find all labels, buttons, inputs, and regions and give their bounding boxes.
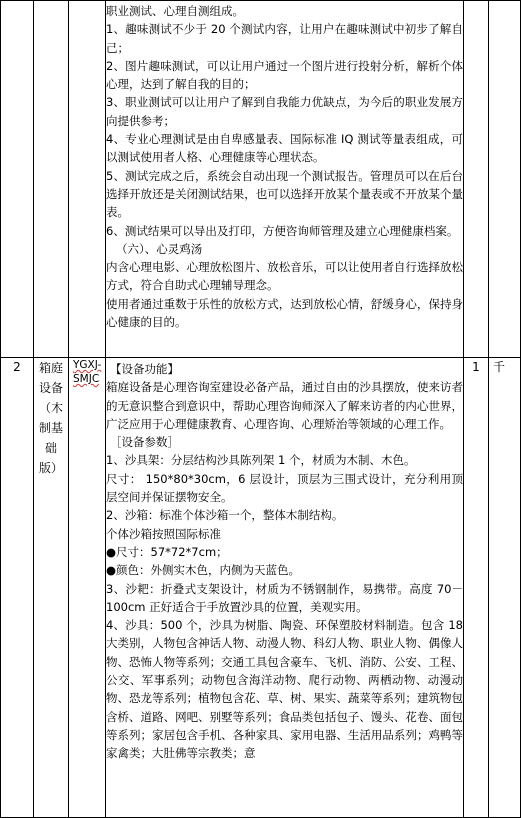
- cut-off-text: 千: [493, 360, 506, 374]
- item-number: 2: [13, 360, 21, 374]
- desc-line: 使用者通过重数于乐性的放松方式，达到放松心情，舒缓身心，保持身心健康的目的。: [106, 296, 463, 330]
- item-quantity: 1: [472, 360, 480, 374]
- desc-line: 1、沙具架：分层结构沙具陈列架 1 个，材质为木制、木色。: [106, 453, 416, 468]
- table-row: [1, 1, 521, 358]
- desc-line: ●尺寸：57*72*7cm；: [106, 544, 228, 559]
- desc-line: 4、专业心理测试是由自卑感量表、国际标准 IQ 测试等量表组成，可以测试使用者人格、心理健康等心理状态。: [106, 132, 463, 165]
- table-row: [1, 358, 521, 818]
- row1-name-cell: [34, 1, 69, 358]
- row2-extra-cell: [489, 358, 521, 818]
- desc-line: 3、职业测试可以让用户了解到自我能力优缺点，为今后的职业发展方向提供参考；: [106, 95, 463, 128]
- section-heading: （六）、心灵鸡汤: [116, 241, 203, 256]
- section-heading: 【设备功能】: [110, 362, 179, 376]
- row2-quantity-cell: [464, 358, 489, 818]
- desc-line: 3、沙耙：折叠式支架设计，材质为不锈钢制作，易携带。高度 70－100cm 正好适合于手放置沙具的位置，美观实用。: [106, 581, 463, 614]
- row2-model-cell: [69, 358, 106, 818]
- desc-line: 尺寸： 150*80*30cm，6 层设计，顶层为三围式设计，充分利用顶层空间并保证摆物安全。: [106, 471, 463, 505]
- desc-line: ●颜色：外侧实木色，内侧为天蓝色。: [106, 563, 301, 578]
- desc-line: 箱庭设备是心理咨询室建设必备产品，通过自由的沙具摆放，使来访者的无意识整合到意识中，帮助心理咨询师深入了解来访者的内心世界，广泛应用于心理健康教育、心理咨询、心理矫治等领域的心理工作。: [106, 380, 463, 431]
- row2-description-cell: [106, 358, 464, 818]
- desc-line: 1、趣味测试不少于 20 个测试内容，让用户在趣味测试中初步了解自己；: [106, 22, 463, 55]
- desc-line: 内含心理电影、心理放松图片、放松音乐，可以让使用者自行选择放松方式，符合自助式心理辅导理念。: [106, 260, 463, 293]
- desc-line: 6、测试结果可以导出及打印，方便咨询师管理及建立心理健康档案。: [106, 223, 459, 238]
- desc-line: 职业测试、心理自测组成。: [106, 4, 244, 18]
- item-model: YGXJ-SMJC: [73, 359, 102, 385]
- desc-line: 2、沙箱：标准个体沙箱一个，整体木制结构。: [106, 508, 344, 523]
- row1-number-cell: [1, 1, 34, 358]
- row2-number-cell: [1, 358, 34, 818]
- row1-quantity-cell: [464, 1, 489, 358]
- row1-extra-cell: [489, 1, 521, 358]
- desc-line: 4、沙具：500 个，沙具为树脂、陶瓷、环保塑胶材料制造。包含 18 大类别，人物包含神话人物、动漫人物、科幻人物、职业人物、偶像人物、恐怖人物等系列；交通工具包含豪车、飞机、消防、公安、工程、公交、军事系列；动物包含海洋动物、爬行动物、两栖动物、动漫动物、恐龙等系列；植物包含花、草、树、果实、蔬菜等系列；建筑物包含桥、道路、网吧、别墅等系列；食品类包括包子、馒头、花卷、面包等系列；家居包含手机、各种家具、家用电器、生活用品系列；鸡鸭等家禽类；大肚佛等宗教类；意: [106, 618, 463, 761]
- row2-name-cell: [34, 358, 69, 818]
- row1-model-cell: [69, 1, 106, 358]
- row1-description-cell: [106, 1, 464, 358]
- desc-line: 5、测试完成之后，系统会自动出现一个测试报告。管理员可以在后台选择开放还是关闭测试结果，也可以选择开放某个量表或不开放某个量表。: [106, 168, 463, 220]
- desc-line: 个体沙箱按照国际标准: [106, 526, 221, 541]
- item-name: 箱庭设备（木制基础版）: [38, 361, 63, 475]
- desc-line: 2、图片趣味测试，可以让用户通过一个图片进行投射分析，解析个体心理，达到了解自我的目的；: [106, 58, 463, 92]
- section-heading: ［设备参数］: [110, 435, 179, 450]
